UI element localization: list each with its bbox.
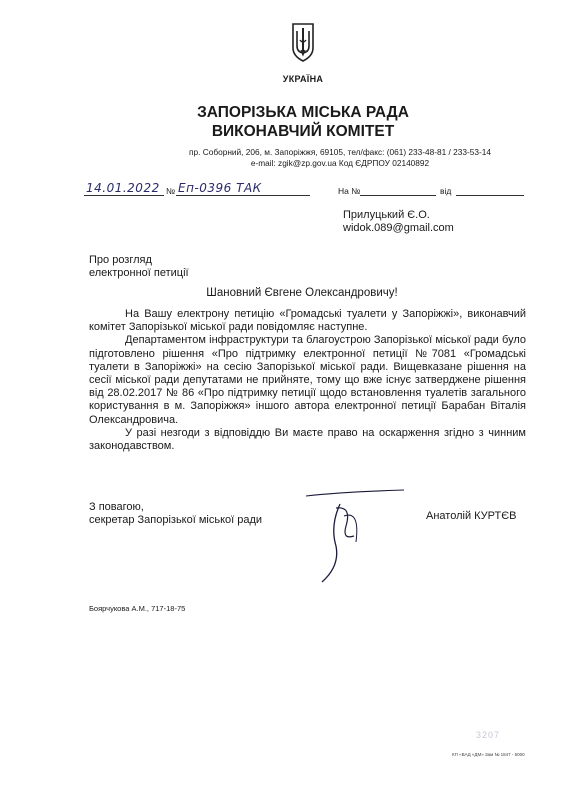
body-paragraph-1: На Вашу електрону петицію «Громадські туалети у Запоріжжі», виконавчий комітет Запорізької міської ради повідомляє наступне. [89,308,526,334]
print-info: КП «ВАД «ДМ» Зам № 1847 - 5000 [452,752,525,757]
recipient-email: widok.089@gmail.com [343,222,454,234]
body-paragraph-2: Департаментом інфраструктури та благоустрою Запорізької міської ради було підготовлено рішення «Про підтримку електронної петиції №7081 «Громадські туалети в Запоріжжі» на сесію Запорізької міської ради. Вищевказане рішення на сесії міської ради депутатами не прийняте, тому що вже існує затверджене рішення від 28.02.2017 № 86 «Про підтримку петиції щодо встановлення туалетів загального користування в м. Запоріжжя» іншого автора електронної петиції Барабан Віталія Олександровича. [89,334,526,426]
date-underline [84,195,164,196]
greeting: Шановний Євгене Олександровичу! [206,287,398,299]
signature-block [89,501,262,527]
recipient-name: Прилуцький Є.О. [343,209,430,221]
subject-line2: електронної петиції [89,267,189,279]
number-label: № [166,186,176,196]
closing: З повагою, [89,501,144,513]
country-name: УКРАЇНА [282,74,324,84]
coat-of-arms-icon [290,22,316,62]
recipient-block [343,209,454,235]
org-contacts: e-mail: zgik@zp.gov.ua Код ЄДРПОУ 02140892 [250,158,430,168]
body-paragraph-3: У разі незгоди з відповіддю Ви маєте право на оскарження згідно з чинним законодавством. [89,426,526,453]
signer-name: Анатолій КУРТЄВ [426,510,517,522]
handwritten-signature [300,486,410,586]
registration-date: 14.01.2022 [86,181,160,195]
subject-line1: Про розгляд [89,254,152,266]
org-name-line1: ЗАПОРІЗЬКА МІСЬКА РАДА [197,104,409,121]
signer-position: секретар Запорізької міської ради [89,514,263,526]
faded-stamp-number: 3207 [476,730,501,740]
subject-block [89,254,189,280]
ref-label: На № [338,186,361,196]
number-underline [176,195,310,196]
org-address: пр. Соборний, 206, м. Запоріжжя, 69105, тел/факс: (061) 233-48-81 / 233-53-14 [189,147,491,157]
registration-number: Еп-0396 ТАК [178,181,262,195]
from-underline [456,195,524,196]
org-name-line2: ВИКОНАВЧИЙ КОМІТЕТ [211,123,395,140]
executor-info: Боярчукова А.М., 717-18-75 [89,604,186,613]
letter-body [89,308,526,453]
ref-underline [360,195,436,196]
from-label: від [440,186,452,196]
